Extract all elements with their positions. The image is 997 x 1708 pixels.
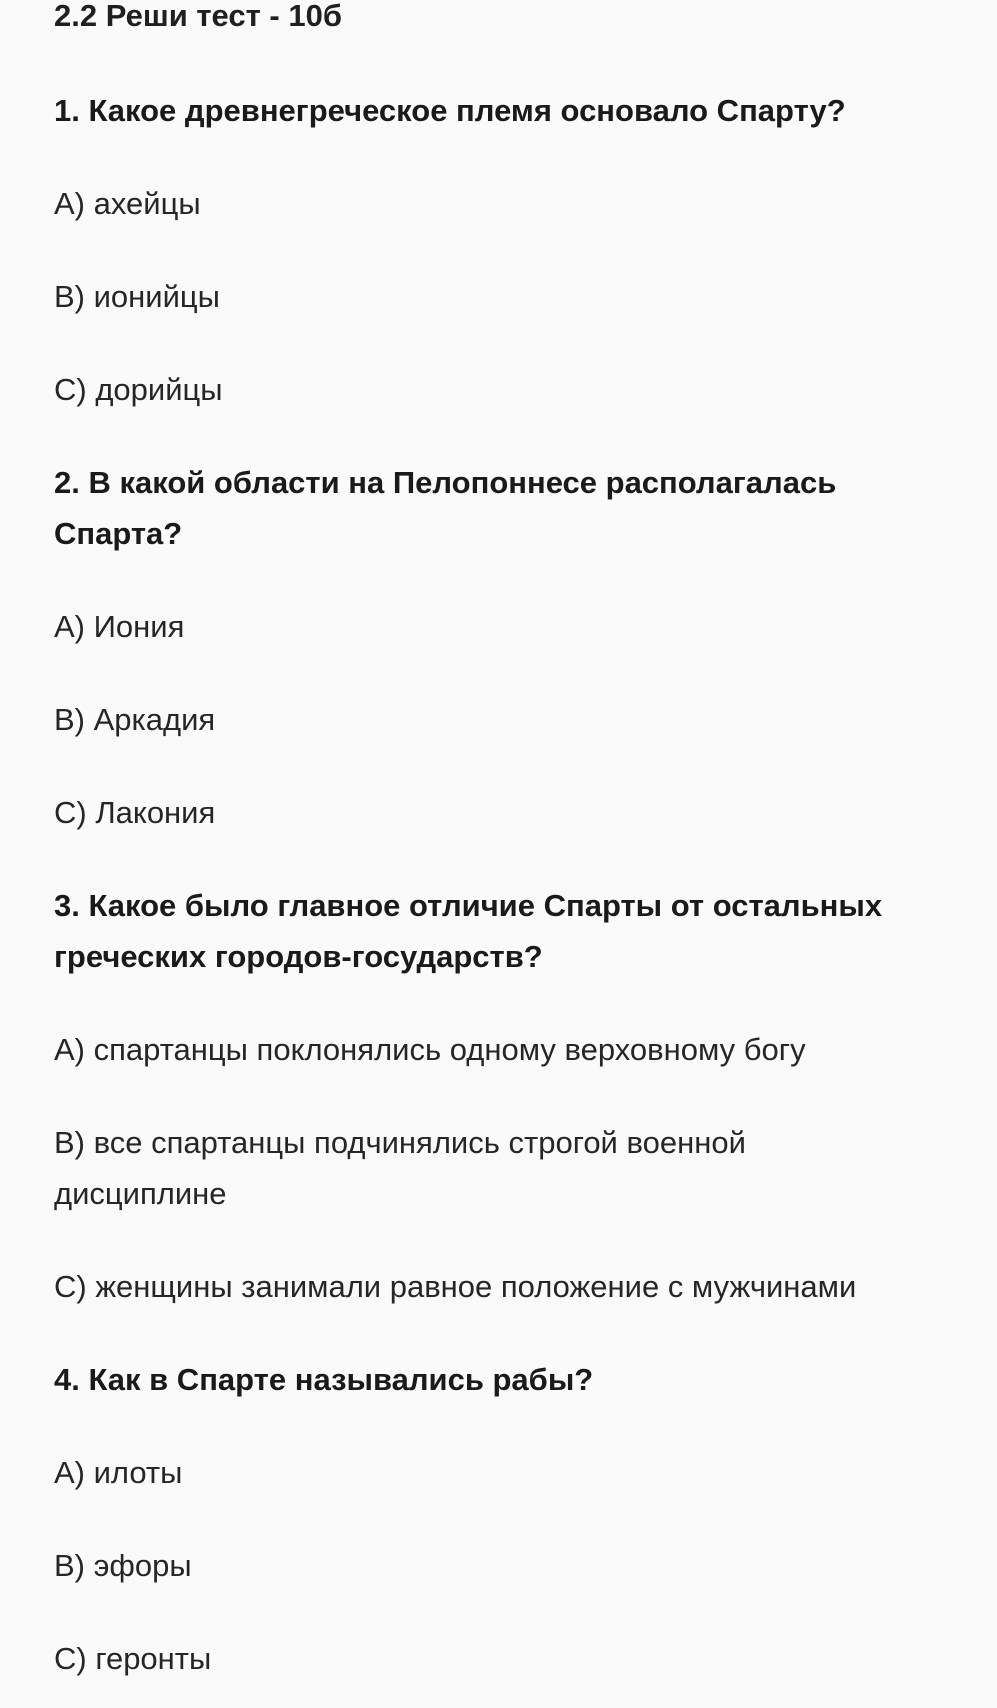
question-4-text: 4. Как в Спарте назывались рабы?: [54, 1362, 594, 1397]
question-4-answer-a: А) илоты: [54, 1455, 183, 1490]
question-2-answer-b: В) Аркадия: [54, 702, 216, 737]
question-1-answer-b: В) ионийцы: [54, 279, 220, 314]
question-1-answer-c: С) дорийцы: [54, 372, 223, 407]
question-2-answer-c: С) Лакония: [54, 795, 216, 830]
question-1-answer-a: А) ахейцы: [54, 186, 201, 221]
question-4-answer-b: В) эфоры: [54, 1548, 192, 1583]
question-3-text: 3. Какое было главное отличие Спарты от остальных греческих городов-государств?: [54, 888, 883, 974]
question-3-answer-a: А) спартанцы поклонялись одному верховному богу: [54, 1032, 806, 1067]
question-3-answer-b: В) все спартанцы подчинялись строгой военной дисциплине: [54, 1125, 746, 1211]
question-3-answer-c: С) женщины занимали равное положение с мужчинами: [54, 1269, 857, 1304]
question-2-text: 2. В какой области на Пелопоннесе располагалась Спарта?: [54, 465, 837, 551]
page-title: 2.2 Реши тест - 10б: [54, 0, 342, 33]
question-2-answer-a: А) Иония: [54, 609, 185, 644]
question-4-answer-c: С) геронты: [54, 1641, 212, 1676]
question-1-text: 1. Какое древнегреческое племя основало Спарту?: [54, 93, 846, 128]
